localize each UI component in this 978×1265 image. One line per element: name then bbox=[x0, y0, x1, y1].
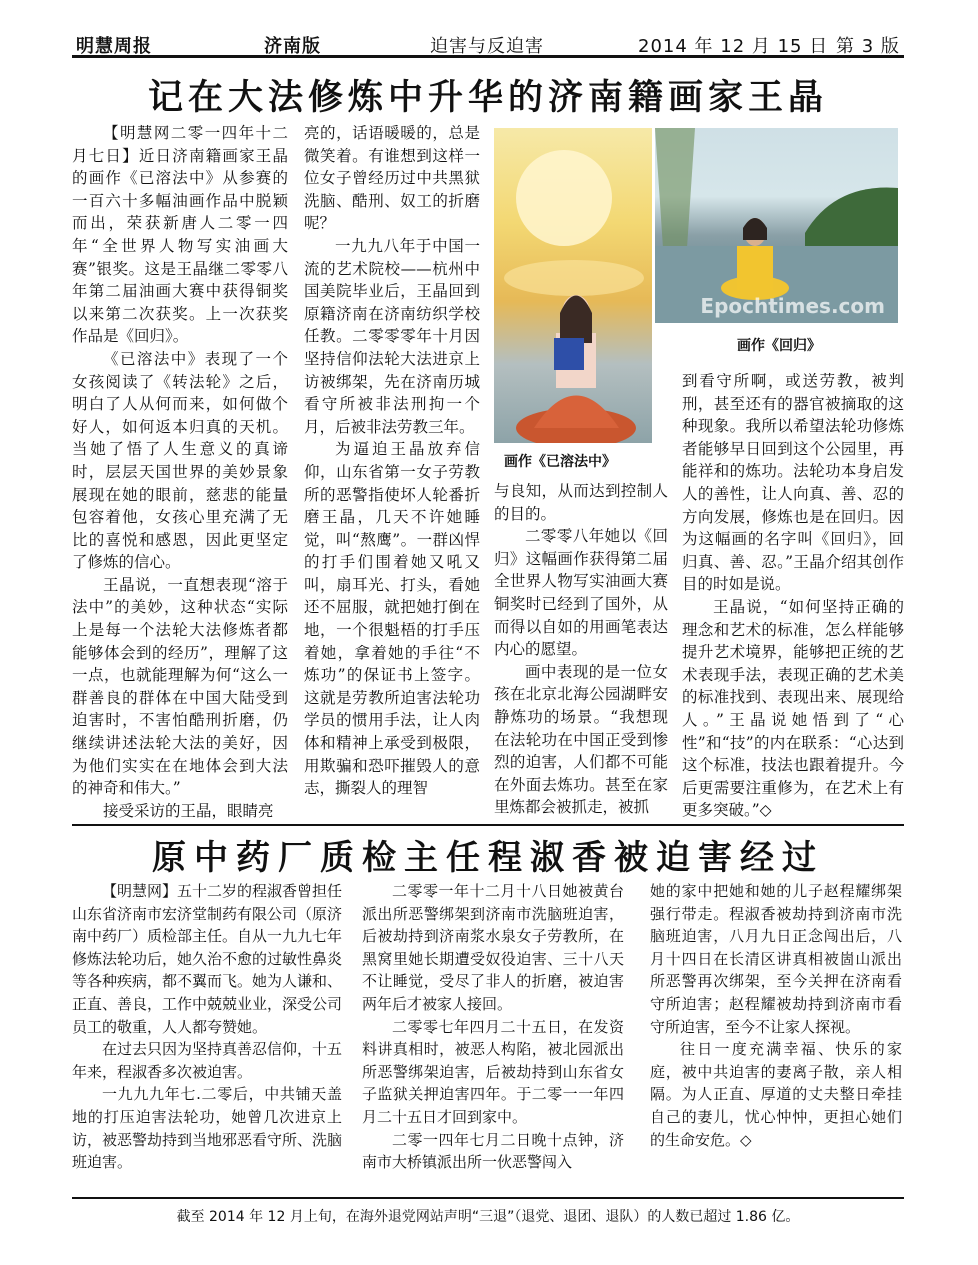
article1-paragraph: 亮的，话语暖暖的，总是微笑着。有谁想到这样一位女子曾经历过中共黑狱洗脑、酷刑、奴工的折磨呢？ bbox=[304, 124, 480, 233]
article2-paragraph: 她的家中把她和她的儿子赵程耀绑架强行带走。程淑香被劫持到济南市洗脑班迫害，八月九日正念闯出后，八月十四日在长清区讲真相被崮山派出所恶警再次绑架，至今关押在济南看守所迫害；赵程耀被劫持到济南市看守所迫害，至今不让家人探视。 bbox=[650, 882, 902, 1036]
article1-paragraph: 画中表现的是一位女孩在北京北海公园湖畔安静炼功的场景。“我想现在法轮功在中国正受到惨烈的迫害，人们都不可能在外面去炼功。甚至在家里炼都会被抓走，被抓 bbox=[494, 662, 668, 817]
article1-paragraph: 王晶说，一直想表现“溶于法中”的美妙，这种状态“实际上是每一个法轮大法修炼者都能够体会到的经历”，理解了这一点，也就能理解为何“这么一群善良的群体在中国大陆受到迫害时，不害怕酷刑折磨，仍继续讲述法轮大法的美好，因为他们实实在在地体会到大法的神奇和伟大。” bbox=[72, 575, 288, 798]
article1-column-2 bbox=[304, 122, 480, 822]
article1-title: 记在大法修炼中升华的济南籍画家王晶 bbox=[147, 78, 828, 118]
article1-column-3 bbox=[494, 480, 668, 822]
article2-paragraph: 【明慧网】五十二岁的程淑香曾担任山东省济南市宏济堂制药有限公司（原济南中药厂）质检部主任。自从一九九七年修炼法轮功后，她久治不愈的过敏性鼻炎等各种疾病，都不翼而飞。她为人谦和、正直、善良，工作中兢兢业业，深受公司员工的敬重，人人都夸赞她。 bbox=[72, 882, 342, 1036]
article2-column-3 bbox=[650, 880, 902, 1192]
painting-image-huigui bbox=[655, 128, 898, 323]
article1-paragraph: 王晶说，“如何坚持正确的理念和艺术的标准，怎么样能够提升艺术境界，能够把正统的艺术表现手法，表现正确的艺术美的标准找到、表现出来、展现给人。”王晶说她悟到了“心性”和“技”的内在联系：“心达到这个标准，技法也跟着提升。今后更需要注重修为，在艺术上有更多突破。”◇ bbox=[682, 597, 904, 820]
article1-column-4 bbox=[682, 370, 904, 822]
caption-painting-2: 画作《回归》 bbox=[737, 338, 821, 354]
footer-divider bbox=[72, 1197, 904, 1199]
article1-column-1 bbox=[72, 122, 288, 822]
article2-paragraph: 二零零一年十二月十八日她被黄台派出所恶警绑架到济南市洗脑班迫害，后被劫持到济南浆水泉女子劳教所，在黑窝里她长期遭受奴役迫害、三十八天不让睡觉，受尽了非人的折磨，被迫害两年后才被家人接回。 bbox=[362, 882, 624, 1013]
article1-paragraph: 【明慧网二零一四年十二月七日】近日济南籍画家王晶的画作《已溶法中》从参赛的一百六十多幅油画作品中脱颖而出，荣获新唐人二零一四年“全世界人物写实油画大赛”银奖。这是王晶继二零零八年第二届油画大赛中获得铜奖以来第二次获奖。上一次获奖作品是《回归》。 bbox=[72, 124, 288, 346]
footer-notice: 截至 2014 年 12 月上旬，在海外退党网站声明“三退”（退党、退团、退队）的人数已超过 1.86 亿。 bbox=[176, 1209, 800, 1225]
article2-paragraph: 二零零七年四月二十五日，在发资料讲真相时，被恶人构陷，被北园派出所恶警绑架迫害，后被劫持到山东省女子监狱关押迫害四年。于二零一一年四月二十五日才回到家中。 bbox=[362, 1017, 624, 1126]
issue-date: 2014 年 12 月 15 日 bbox=[638, 36, 829, 57]
article2-title: 原中药厂质检主任程淑香被迫害经过 bbox=[152, 838, 824, 878]
article1-paragraph: 一九九八年于中国一流的艺术院校——杭州中国美院毕业后，王晶回到原籍济南在济南纺织学校任教。二零零零年十月因坚持信仰法轮大法进京上访被绑架，先在济南历城看守所被非法刑拘一个月，后被非法劳教三年。 bbox=[304, 236, 480, 436]
image-watermark: Epochtimes.com bbox=[700, 294, 885, 318]
article1-paragraph: 《已溶法中》表现了一个女孩阅读了《转法轮》之后，明白了人从何而来，如何做个好人，如何返本归真的天机。当她了悟了人生意义的真谛时，层层天国世界的美妙景象展现在她的眼前，慈悲的能量包容着他，女孩心里充满了无比的喜悦和感恩，因此更坚定了修炼的信心。 bbox=[72, 349, 288, 572]
painting-image-yirongfazhong bbox=[494, 128, 652, 443]
painting-illustration bbox=[494, 128, 652, 443]
article2-column-2 bbox=[362, 880, 624, 1192]
article1-paragraph: 二零零八年她以《回归》这幅画作获得第二届全世界人物写实油画大赛铜奖时已经到了国外，从而得以自如的用画笔表达内心的愿望。 bbox=[494, 527, 668, 659]
section-divider bbox=[72, 824, 904, 826]
edition-name: 济南版 bbox=[264, 36, 321, 57]
caption-painting-1: 画作《已溶法中》 bbox=[504, 454, 616, 470]
article1-paragraph: 接受采访的王晶，眼睛亮 bbox=[103, 801, 274, 820]
article1-paragraph: 到看守所啊，或送劳教，被判刑，甚至还有的器官被摘取的这种现象。我所以希望法轮功修炼者能够早日回到这个公园里，再能祥和的炼功。法轮功本身启发人的善性，让人向真、善、忍的方向发展，修炼也是在回归。因为这幅画的名字叫《回归》，回归真、善、忍。”王晶介绍其创作目的时如是说。 bbox=[682, 372, 904, 594]
paper-name: 明慧周报 bbox=[76, 36, 152, 57]
masthead bbox=[72, 30, 904, 58]
article2-column-1 bbox=[72, 880, 342, 1192]
painting-illustration bbox=[655, 128, 898, 323]
article1-paragraph: 与良知，从而达到控制人的目的。 bbox=[494, 482, 668, 523]
article2-paragraph: 往日一度充满幸福、快乐的家庭，被中共迫害的妻离子散，亲人相隔。为人正直、厚道的丈夫整日牵挂自己的妻儿，忧心忡忡，更担心她们的生命安危。◇ bbox=[650, 1040, 902, 1149]
article2-paragraph: 一九九九年七.二零后，中共铺天盖地的打压迫害法轮功，她曾几次进京上访，被恶警劫持到当地邪恶看守所、洗脑班迫害。 bbox=[72, 1085, 342, 1172]
article2-paragraph: 二零一四年七月二日晚十点钟，济南市大桥镇派出所一伙恶警闯入 bbox=[362, 1130, 624, 1172]
article1-paragraph: 为逼迫王晶放弃信仰，山东省第一女子劳教所的恶警指使坏人轮番折磨王晶，几天不许她睡觉，叫“熬鹰”。一群凶悍的打手们围着她又吼又叫，扇耳光、打头，看她还不屈服，就把她打倒在地，一个很魁梧的打手压着她，拿着她的手往“不炼功”的保证书上签字。这就是劳教所迫害法轮功学员的惯用手法，让人肉体和精神上承受到极限，用欺骗和恐吓摧毁人的意志，撕裂人的理智 bbox=[304, 440, 480, 798]
article2-paragraph: 在过去只因为坚持真善忍信仰，十五年来，程淑香多次被迫害。 bbox=[72, 1040, 342, 1081]
page-number: 第 3 版 bbox=[836, 36, 900, 57]
section-name: 迫害与反迫害 bbox=[430, 36, 544, 57]
